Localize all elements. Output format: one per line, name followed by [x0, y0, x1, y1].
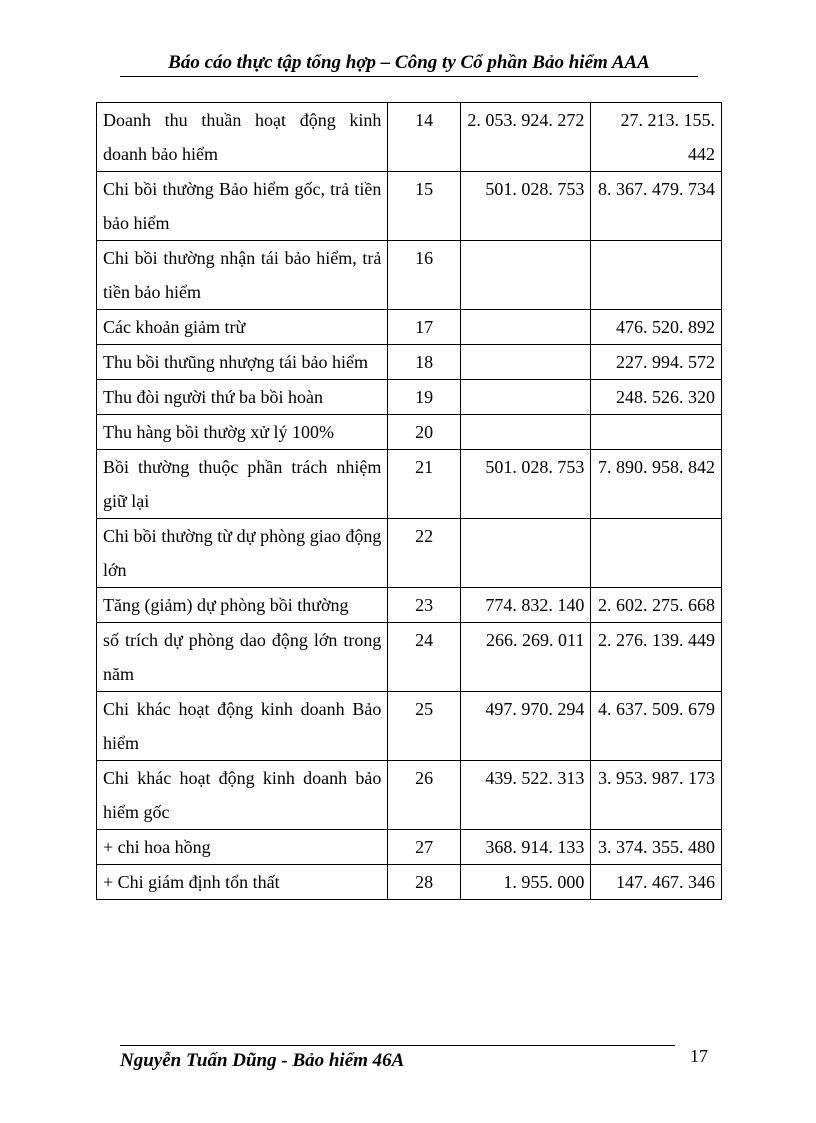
- table-row: [97, 310, 722, 345]
- table-row: [97, 588, 722, 623]
- row-label: Thu bồi thưũng nhượng tái bảo hiểm: [97, 345, 388, 380]
- row-value-period: 501. 028. 753: [460, 172, 591, 241]
- row-code: 23: [388, 588, 460, 623]
- row-label: Thu đòi người thứ ba bồi hoàn: [97, 380, 388, 415]
- row-label: Chi khác hoạt động kinh doanh bảo hiểm gốc: [97, 761, 388, 830]
- row-value-period: 774. 832. 140: [460, 588, 591, 623]
- row-value-period: [460, 345, 591, 380]
- table-row: [97, 865, 722, 900]
- table-row: [97, 519, 722, 588]
- table-row: [97, 172, 722, 241]
- row-value-cumulative: 7. 890. 958. 842: [591, 450, 722, 519]
- row-value-cumulative: 227. 994. 572: [591, 345, 722, 380]
- row-label: Tăng (giảm) dự phòng bồi thường: [97, 588, 388, 623]
- row-value-cumulative: 3. 374. 355. 480: [591, 830, 722, 865]
- row-code: 22: [388, 519, 460, 588]
- footer-author: Nguyễn Tuấn Dũng - Bảo hiểm 46A: [120, 1050, 405, 1071]
- row-label: Chi bồi thường nhận tái bảo hiểm, trả tiền bảo hiểm: [97, 241, 388, 310]
- row-value-period: [460, 310, 591, 345]
- row-value-cumulative: [591, 241, 722, 310]
- row-value-cumulative: 27. 213. 155. 442: [591, 103, 722, 172]
- row-label: Chi bồi thường từ dự phòng giao động lớn: [97, 519, 388, 588]
- financial-report-table: [96, 102, 722, 900]
- row-value-cumulative: 147. 467. 346: [591, 865, 722, 900]
- row-label: Thu hàng bồi thườg xử lý 100%: [97, 415, 388, 450]
- row-value-cumulative: 248. 526. 320: [591, 380, 722, 415]
- row-value-cumulative: 476. 520. 892: [591, 310, 722, 345]
- page-number: 17: [690, 1046, 708, 1066]
- row-label: Bồi thường thuộc phần trách nhiệm giữ lại: [97, 450, 388, 519]
- row-value-period: 501. 028. 753: [460, 450, 591, 519]
- page-header-title: Báo cáo thực tập tổng hợp – Công ty Cổ phần Bảo hiểm AAA: [168, 52, 650, 73]
- row-value-cumulative: [591, 415, 722, 450]
- row-value-period: 2. 053. 924. 272: [460, 103, 591, 172]
- row-value-cumulative: 3. 953. 987. 173: [591, 761, 722, 830]
- row-value-cumulative: 2. 602. 275. 668: [591, 588, 722, 623]
- table-row: [97, 623, 722, 692]
- row-value-cumulative: 4. 637. 509. 679: [591, 692, 722, 761]
- table-row: [97, 380, 722, 415]
- row-label: + chi hoa hồng: [97, 830, 388, 865]
- row-label: Các khoản giảm trừ: [97, 310, 388, 345]
- table-row: [97, 761, 722, 830]
- row-code: 15: [388, 172, 460, 241]
- table-row: [97, 241, 722, 310]
- row-label: số trích dự phòng dao động lớn trong năm: [97, 623, 388, 692]
- row-value-cumulative: 2. 276. 139. 449: [591, 623, 722, 692]
- row-label: Chi bồi thường Bảo hiểm gốc, trả tiền bảo hiểm: [97, 172, 388, 241]
- row-code: 19: [388, 380, 460, 415]
- table-row: [97, 450, 722, 519]
- footer-divider: [120, 1045, 675, 1046]
- table-row: [97, 692, 722, 761]
- row-value-cumulative: 8. 367. 479. 734: [591, 172, 722, 241]
- header-divider: [120, 76, 698, 77]
- row-code: 17: [388, 310, 460, 345]
- row-code: 25: [388, 692, 460, 761]
- table-row: [97, 345, 722, 380]
- row-code: 18: [388, 345, 460, 380]
- row-value-period: 266. 269. 011: [460, 623, 591, 692]
- row-value-period: [460, 519, 591, 588]
- row-label: + Chi giám định tổn thất: [97, 865, 388, 900]
- row-code: 20: [388, 415, 460, 450]
- row-value-period: 1. 955. 000: [460, 865, 591, 900]
- row-value-period: 439. 522. 313: [460, 761, 591, 830]
- row-code: 14: [388, 103, 460, 172]
- table-row: [97, 415, 722, 450]
- table-row: [97, 830, 722, 865]
- row-code: 24: [388, 623, 460, 692]
- row-value-cumulative: [591, 519, 722, 588]
- row-value-period: [460, 380, 591, 415]
- row-code: 27: [388, 830, 460, 865]
- row-value-period: [460, 415, 591, 450]
- row-code: 21: [388, 450, 460, 519]
- row-code: 16: [388, 241, 460, 310]
- row-code: 28: [388, 865, 460, 900]
- row-value-period: 368. 914. 133: [460, 830, 591, 865]
- row-label: Doanh thu thuần hoạt động kinh doanh bảo hiểm: [97, 103, 388, 172]
- row-value-period: 497. 970. 294: [460, 692, 591, 761]
- row-label: Chi khác hoạt động kinh doanh Bảo hiểm: [97, 692, 388, 761]
- row-value-period: [460, 241, 591, 310]
- row-code: 26: [388, 761, 460, 830]
- table-row: [97, 103, 722, 172]
